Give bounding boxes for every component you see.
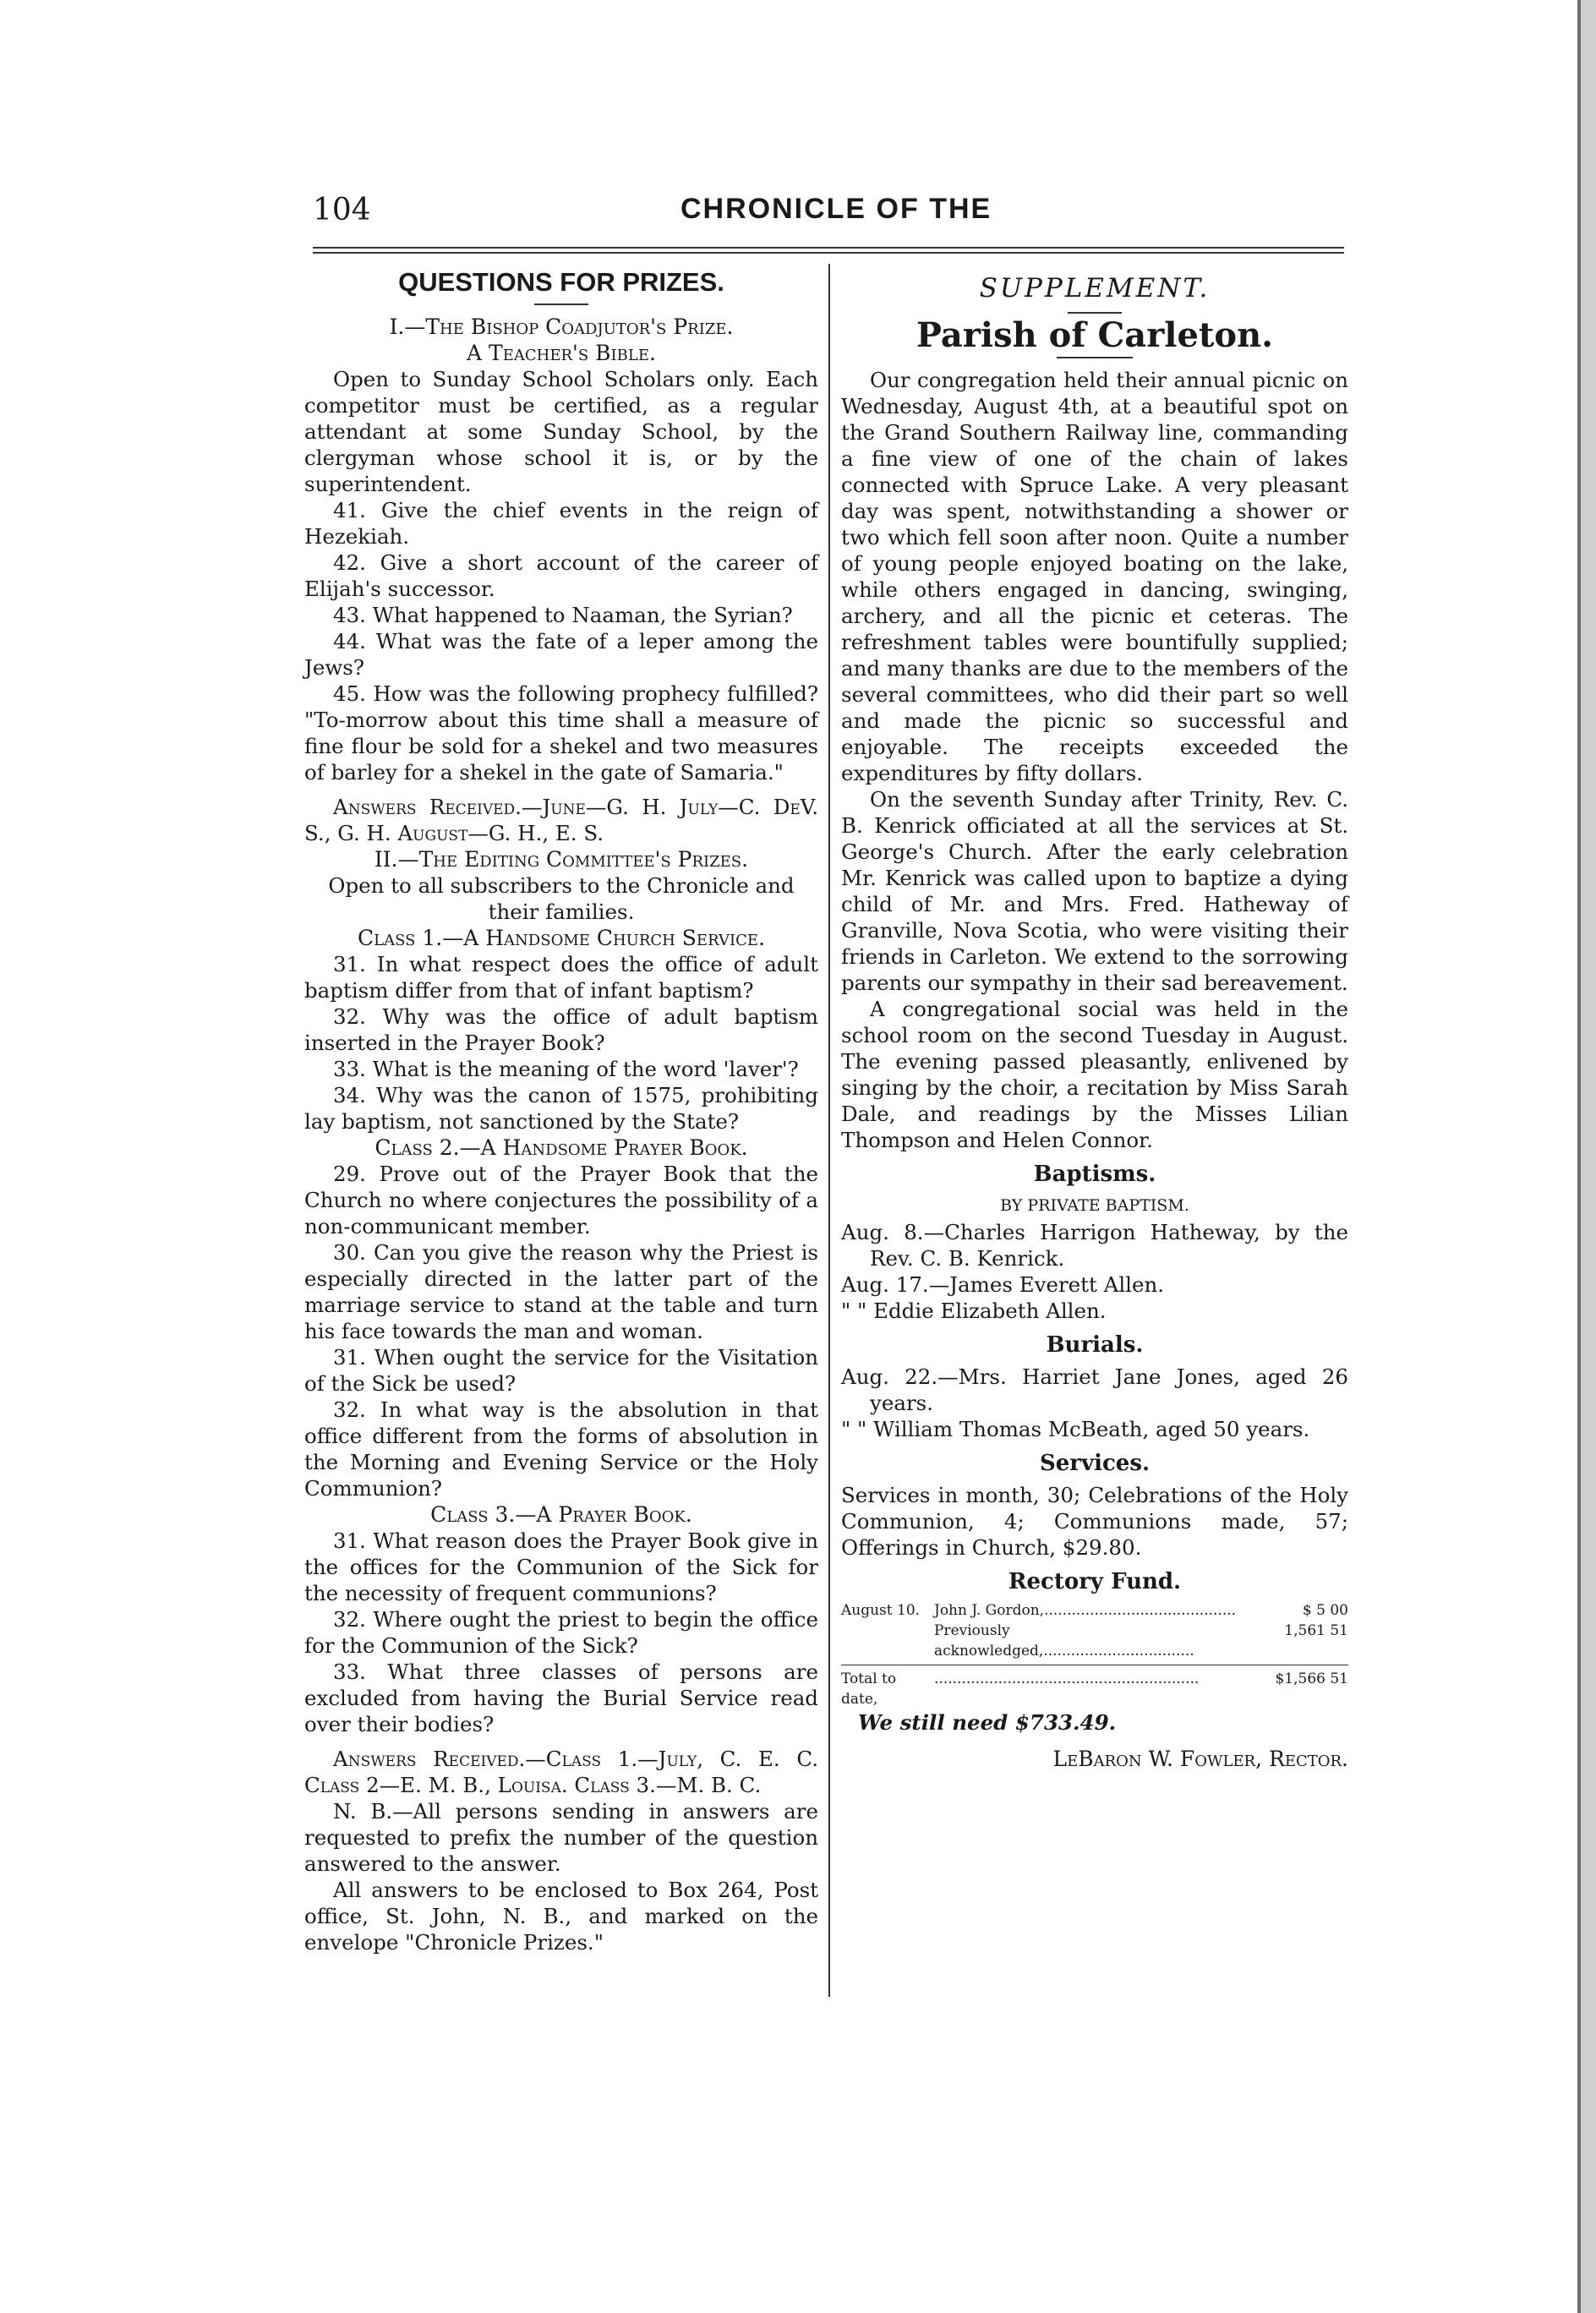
- header-rule-2: [313, 252, 1344, 254]
- burial-entry-1: Aug. 22.—Mrs. Harriet Jane Jones, aged 26 years.: [841, 1364, 1348, 1415]
- baptism-entry-2: Aug. 17.—James Everett Allen.: [841, 1272, 1165, 1297]
- box-note: All answers to be enclosed to Box 264, Post office, St. John, N. B., and marked on the envelope "Chronicle Prizes.": [304, 1878, 818, 1955]
- picnic-paragraph: Our congregation held their annual picnic on Wednesday, August 4th, at a beautiful spot on the Grand Southern Railway line, commanding a fine view of one of the chain of lakes connected with Spruce Lake. A very pleasant day was spent, notwithstanding a shower or two which fell soon after noon. Quite a number of young people enjoyed boating on the lake, while others engaged in dancing, swinging, archery, and all the picnic et ceteras. The refreshment tables were bountifully supplied; and many thanks are due to the members of the several committees, who did their part so well and made the picnic so successful and enjoyable. The receipts exceeded the expenditures by fifty dollars.: [841, 368, 1348, 785]
- running-title: CHRONICLE OF THE: [680, 193, 992, 225]
- class1-question-31: 31. In what respect does the office of adult baptism differ from that of infant baptism?: [304, 952, 818, 1003]
- supplement-title: SUPPLEMENT.: [979, 273, 1211, 303]
- fund-date: August 10.: [841, 1602, 921, 1619]
- services-heading: Services.: [1039, 1451, 1151, 1476]
- fund-date: [841, 1621, 934, 1661]
- column-divider: [828, 264, 830, 1997]
- question-42: 42. Give a short account of the career of Elijah's successor.: [304, 550, 818, 601]
- prize2-title: II.—The Editing Committee's Prizes.: [374, 847, 749, 872]
- trinity-paragraph: On the seventh Sunday after Trinity, Rev. C. B. Kenrick officiated at all the services at St. George's Church. After the early celebration Mr. Kenrick was called upon to baptize a dying child of Mr. and Mrs. Fred. Hatheway of Granville, Nova Scotia, who were visiting their friends in Carleton. We extend to the sorrowing parents our sympathy in their sad bereavement.: [841, 787, 1348, 995]
- still-need: We still need $733.49.: [858, 1710, 1117, 1735]
- social-paragraph: A congregational social was held in the school room on the second Tuesday in August. The evening passed pleasantly, enlivened by singing by the choir, a recitation by Miss Sarah Dale, and readings by the Misses Lilian Thompson and Helen Connor.: [841, 997, 1348, 1152]
- private-baptism-label: BY PRIVATE BAPTISM.: [1000, 1196, 1189, 1215]
- prize1-subtitle: A Teacher's Bible.: [467, 341, 656, 365]
- supplement-rule: [1068, 312, 1122, 314]
- fund-name: John J. Gordon,..........................................: [934, 1602, 1237, 1619]
- fund-total-amount: $1,566 51: [1275, 1670, 1348, 1687]
- parish-title: Parish of Carleton.: [916, 315, 1274, 355]
- open1-text: Open to Sunday School Scholars only. Each competitor must be certified, as a regular attendant at some Sunday School, by the clergyman whose school it is, or by the superintendent.: [304, 367, 818, 496]
- fund-total-row: [841, 1669, 1348, 1709]
- page-edge: [1577, 0, 1596, 2313]
- burials-heading: Burials.: [1046, 1332, 1144, 1358]
- class3-question-31: 31. What reason does the Prayer Book give in the offices for the Communion of the Sick for the necessity of frequent communions?: [304, 1528, 818, 1605]
- class3-heading: Class 3.—A Prayer Book.: [430, 1502, 692, 1527]
- baptisms-heading: Baptisms.: [1033, 1162, 1156, 1187]
- question-45: 45. How was the following prophecy fulfilled? "To-morrow about this time shall a measure of fine flour be sold for a shekel and two measures of barley for a shekel in the gate of Samaria.": [304, 681, 818, 785]
- fund-row: [841, 1621, 1348, 1661]
- baptism-entry-3: " " Eddie Elizabeth Allen.: [841, 1299, 1107, 1323]
- fund-name: Previously acknowledged,.................................: [934, 1622, 1194, 1660]
- rectory-fund-heading: Rectory Fund.: [1008, 1569, 1182, 1594]
- services-text: Services in month, 30; Celebrations of the Holy Communion, 4; Communions made, 57; Offerings in Church, $29.80.: [841, 1483, 1348, 1560]
- page-header: [313, 193, 1327, 243]
- answers-received-1: Answers Received.—June—G. H. July—C. DeV. S., G. H. August—G. H., E. S.: [304, 795, 818, 845]
- fund-total-label: Total to date,: [841, 1670, 897, 1708]
- class2-question-29: 29. Prove out of the Prayer Book that the Church no where conjectures the possibility of a non-communicant member.: [304, 1162, 818, 1239]
- class2-question-30: 30. Can you give the reason why the Priest is especially directed in the latter part of the marriage service to stand at the table and turn his face towards the man and woman.: [304, 1240, 818, 1343]
- left-column: [304, 269, 818, 1955]
- fund-total-leader: ..........................................................: [934, 1670, 1200, 1687]
- class3-question-33: 33. What three classes of persons are excluded from having the Burial Service read over their bodies?: [304, 1660, 818, 1736]
- answers-received-2: Answers Received.—Class 1.—July, C. E. C. Class 2—E. M. B., Louisa. Class 3.—M. B. C.: [304, 1747, 818, 1797]
- burial-entry-2: " " William Thomas McBeath, aged 50 years.: [841, 1417, 1310, 1441]
- question-44: 44. What was the fate of a leper among the Jews?: [304, 629, 818, 680]
- class3-question-32: 32. Where ought the priest to begin the office for the Communion of the Sick?: [304, 1607, 818, 1658]
- class2-heading: Class 2.—A Handsome Prayer Book.: [374, 1135, 748, 1160]
- prize1-title: I.—The Bishop Coadjutor's Prize.: [389, 314, 734, 339]
- right-column: [841, 269, 1348, 1772]
- title-rule: [534, 303, 588, 305]
- class1-heading: Class 1.—A Handsome Church Service.: [358, 926, 765, 950]
- open2-text: Open to all subscribers to the Chronicle and their families.: [328, 873, 795, 924]
- class1-question-33: 33. What is the meaning of the word 'laver'?: [333, 1057, 799, 1081]
- question-41: 41. Give the chief events in the reign of Hezekiah.: [304, 498, 818, 549]
- parish-rule: [1057, 357, 1133, 358]
- question-43: 43. What happened to Naaman, the Syrian?: [333, 603, 793, 627]
- class2-question-32: 32. In what way is the absolution in that office different from the forms of absolution in the Morning and Evening Service or the Holy Communion?: [304, 1397, 818, 1501]
- class2-question-31: 31. When ought the service for the Visitation of the Sick be used?: [304, 1345, 818, 1396]
- nb-note: N. B.—All persons sending in answers are requested to prefix the number of the question answered to the answer.: [304, 1799, 818, 1876]
- class1-question-32: 32. Why was the office of adult baptism inserted in the Prayer Book?: [304, 1004, 818, 1055]
- fund-row: [841, 1600, 1348, 1621]
- header-rule: [313, 247, 1344, 249]
- class1-question-34: 34. Why was the canon of 1575, prohibiting lay baptism, not sanctioned by the State?: [304, 1083, 818, 1134]
- page-number: 104: [313, 193, 371, 227]
- fund-amount: $ 5 00: [1302, 1602, 1348, 1619]
- baptism-entry-1: Aug. 8.—Charles Harrigon Hatheway, by the Rev. C. B. Kenrick.: [841, 1220, 1348, 1271]
- rector-signoff: LeBaron W. Fowler, Rector.: [1052, 1747, 1348, 1771]
- fund-amount: 1,561 51: [1284, 1622, 1348, 1639]
- section-title: QUESTIONS FOR PRIZES.: [398, 267, 724, 297]
